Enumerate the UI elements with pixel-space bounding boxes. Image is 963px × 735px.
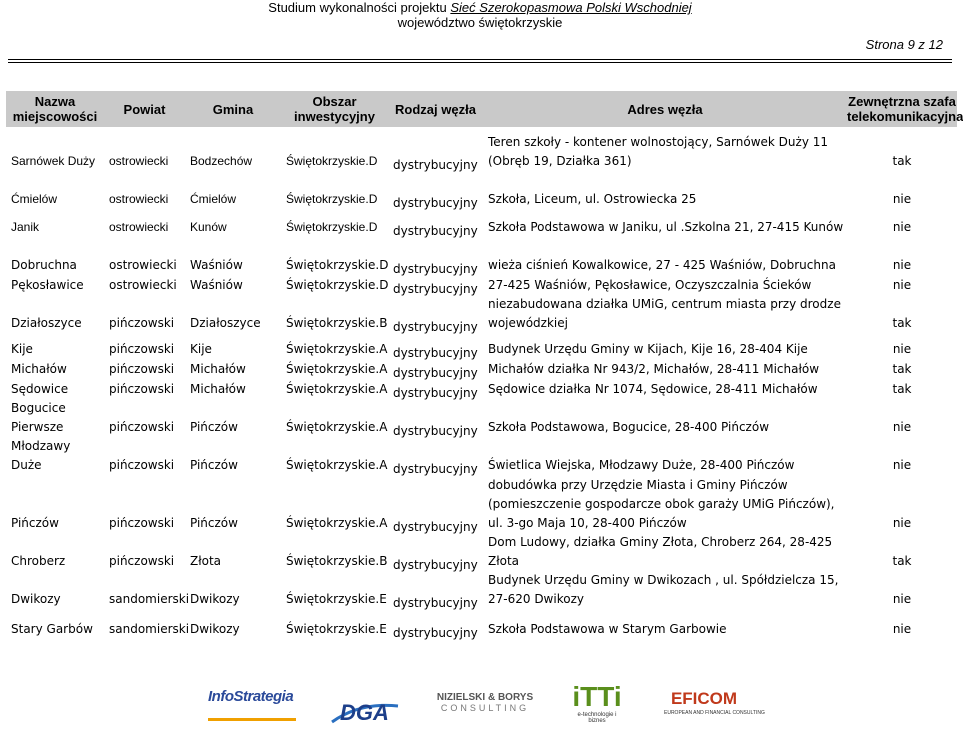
cell-powiat: ostrowiecki xyxy=(109,154,169,168)
header-col-szafa: Zewnętrzna szafa telekomunikacyjna xyxy=(847,91,957,127)
cell-powiat: sandomierski xyxy=(109,622,190,636)
cell-miejscowosc: Pińczów xyxy=(11,516,59,530)
table-row xyxy=(6,295,957,333)
cell-gmina: Michałów xyxy=(190,362,246,376)
table-header-row xyxy=(6,91,957,127)
cell-powiat: pińczowski xyxy=(109,342,175,356)
cell-powiat: sandomierski xyxy=(109,592,190,606)
header-col-adres: Adres węzła xyxy=(483,91,847,127)
cell-adres: wieża ciśnień Kowalkowice, 27 - 425 Waśniów, Dobruchna xyxy=(488,258,836,272)
cell-rodzaj: dystrybucyjny xyxy=(393,462,478,476)
cell-miejscowosc: Stary Garbów xyxy=(11,622,93,636)
cell-szafa: nie xyxy=(892,622,912,636)
cell-adres: 27-425 Waśniów, Pękosławice, Oczyszczalnia Ścieków xyxy=(488,278,812,292)
dga-logo: DGA xyxy=(330,692,400,730)
cell-szafa: tak xyxy=(892,382,912,396)
cell-miejscowosc: Pękosławice xyxy=(11,278,84,292)
cell-powiat: pińczowski xyxy=(109,458,175,472)
doc-header-title: Studium wykonalności projektu Sieć Szerokopasmowa Polski Wschodniej xyxy=(268,0,692,15)
cell-szafa: nie xyxy=(892,342,912,356)
cell-gmina: Kunów xyxy=(190,220,227,234)
header-col-obszar: Obszar inwestycyjny xyxy=(281,91,388,127)
cell-szafa: nie xyxy=(892,516,912,530)
cell-rodzaj: dystrybucyjny xyxy=(393,262,478,276)
table-row xyxy=(6,171,957,209)
cell-obszar: Świętokrzyskie.D xyxy=(286,154,378,168)
header-divider-2 xyxy=(8,62,952,63)
page-number: Strona 9 z 12 xyxy=(865,37,943,52)
table-row xyxy=(6,571,957,609)
cell-miejscowosc: Bogucice Pierwsze xyxy=(11,401,66,434)
cell-obszar: Świętokrzyskie.A xyxy=(286,362,388,376)
table-row xyxy=(6,127,957,171)
cell-miejscowosc: Kije xyxy=(11,342,33,356)
cell-rodzaj: dystrybucyjny xyxy=(393,386,478,400)
cell-gmina: Waśniów xyxy=(190,278,243,292)
cell-szafa: tak xyxy=(892,554,912,568)
cell-szafa: nie xyxy=(892,220,912,234)
cell-rodzaj: dystrybucyjny xyxy=(393,320,478,334)
cell-gmina: Dwikozy xyxy=(190,622,240,636)
cell-adres: dobudówka przy Urzędzie Miasta i Gminy Pińczów (pomieszczenie gospodarcze obok garaży UMiG Pińczów), ul. 3-go Maja 10, 28-400 Pińczów xyxy=(488,478,835,530)
cell-rodzaj: dystrybucyjny xyxy=(393,626,478,640)
cell-gmina: Dwikozy xyxy=(190,592,240,606)
cell-szafa: nie xyxy=(892,278,912,292)
cell-rodzaj: dystrybucyjny xyxy=(393,158,478,172)
cell-miejscowosc: Dwikozy xyxy=(11,592,61,606)
cell-szafa: nie xyxy=(892,420,912,434)
cell-obszar: Świętokrzyskie.E xyxy=(286,592,387,606)
table-row xyxy=(6,437,957,475)
nodes-table xyxy=(6,91,963,640)
cell-obszar: Świętokrzyskie.E xyxy=(286,622,387,636)
cell-szafa: tak xyxy=(892,316,912,330)
cell-obszar: Świętokrzyskie.D xyxy=(286,192,378,206)
cell-obszar: Świętokrzyskie.D xyxy=(286,220,378,234)
cell-miejscowosc: Sędowice xyxy=(11,382,69,396)
cell-gmina: Pińczów xyxy=(190,516,238,530)
cell-rodzaj: dystrybucyjny xyxy=(393,224,478,238)
cell-miejscowosc: Janik xyxy=(11,220,40,234)
header-col-rodzaj: Rodzaj węzła xyxy=(388,91,483,127)
cell-szafa: tak xyxy=(892,154,912,168)
table-row xyxy=(6,475,957,533)
header-divider xyxy=(8,59,952,60)
infostrategia-logo: InfoStrategia xyxy=(208,688,296,721)
cell-rodzaj: dystrybucyjny xyxy=(393,596,478,610)
cell-adres: Świetlica Wiejska, Młodzawy Duże, 28-400 Pińczów xyxy=(488,458,795,472)
table-row xyxy=(6,209,957,237)
table-row xyxy=(6,333,957,359)
cell-adres: Teren szkoły - kontener wolnostojący, Sarnówek Duży 11 (Obręb 19, Działka 361) xyxy=(488,135,829,168)
cell-miejscowosc: Dobruchna xyxy=(11,258,77,272)
table-row xyxy=(6,237,957,275)
cell-powiat: ostrowiecki xyxy=(109,258,177,272)
cell-powiat: pińczowski xyxy=(109,516,175,530)
cell-adres: Szkoła Podstawowa, Bogucice, 28-400 Pińczów xyxy=(488,420,770,434)
cell-rodzaj: dystrybucyjny xyxy=(393,558,478,572)
cell-gmina: Pińczów xyxy=(190,420,238,434)
cell-adres: Szkoła Podstawowa w Starym Garbowie xyxy=(488,622,727,636)
cell-obszar: Świętokrzyskie.A xyxy=(286,342,388,356)
cell-szafa: tak xyxy=(892,362,912,376)
table-row xyxy=(6,609,957,639)
header-col-miejscowosc: Nazwa miejscowości xyxy=(6,91,104,127)
cell-gmina: Bodzechów xyxy=(190,154,253,168)
cell-obszar: Świętokrzyskie.A xyxy=(286,382,388,396)
itti-logo: iTTi e-technologie i biznes xyxy=(572,681,622,724)
cell-adres: Sędowice działka Nr 1074, Sędowice, 28-411 Michałów xyxy=(488,382,818,396)
cell-adres: Dom Ludowy, działka Gminy Złota, Chroberz 264, 28-425 Złota xyxy=(488,535,833,568)
header-col-powiat: Powiat xyxy=(104,91,185,127)
cell-adres: Budynek Urzędu Gminy w Dwikozach , ul. Spółdzielcza 15, 27-620 Dwikozy xyxy=(488,573,839,606)
cell-szafa: nie xyxy=(892,258,912,272)
project-name: Sieć Szerokopasmowa Polski Wschodniej xyxy=(450,0,692,15)
cell-miejscowosc: Chroberz xyxy=(11,554,66,568)
cell-gmina: Działoszyce xyxy=(190,316,261,330)
nizielski-borys-logo: NIZIELSKI & BORYS CONSULTING xyxy=(436,692,534,713)
cell-obszar: Świętokrzyskie.B xyxy=(286,554,388,568)
cell-obszar: Świętokrzyskie.A xyxy=(286,516,388,530)
cell-rodzaj: dystrybucyjny xyxy=(393,346,478,360)
cell-szafa: nie xyxy=(892,192,912,206)
cell-gmina: Michałów xyxy=(190,382,246,396)
eficom-logo: EFICOM EUROPEAN AND FINANCIAL CONSULTING xyxy=(664,689,765,716)
doc-header-region: województwo świętokrzyskie xyxy=(397,15,563,30)
cell-powiat: pińczowski xyxy=(109,362,175,376)
cell-powiat: pińczowski xyxy=(109,554,175,568)
cell-adres: Michałów działka Nr 943/2, Michałów, 28-411 Michałów xyxy=(488,362,820,376)
cell-powiat: pińczowski xyxy=(109,420,175,434)
cell-gmina: Złota xyxy=(190,554,222,568)
cell-miejscowosc: Ćmielów xyxy=(11,192,58,206)
cell-adres: Szkoła, Liceum, ul. Ostrowiecka 25 xyxy=(488,192,697,206)
cell-gmina: Ćmielów xyxy=(190,192,237,206)
cell-obszar: Świętokrzyskie.A xyxy=(286,420,388,434)
cell-miejscowosc: Sarnówek Duży xyxy=(11,154,96,168)
cell-powiat: ostrowiecki xyxy=(109,220,169,234)
cell-powiat: pińczowski xyxy=(109,382,175,396)
cell-powiat: ostrowiecki xyxy=(109,278,177,292)
cell-miejscowosc: Młodzawy Duże xyxy=(11,439,71,472)
header-col-gmina: Gmina xyxy=(185,91,281,127)
table-row xyxy=(6,533,957,571)
cell-adres: Szkoła Podstawowa w Janiku, ul .Szkolna 21, 27-415 Kunów xyxy=(488,220,844,234)
cell-obszar: Świętokrzyskie.D xyxy=(286,278,389,292)
cell-rodzaj: dystrybucyjny xyxy=(393,366,478,380)
sponsor-logos xyxy=(0,680,960,735)
cell-powiat: ostrowiecki xyxy=(109,192,169,206)
cell-miejscowosc: Michałów xyxy=(11,362,67,376)
cell-rodzaj: dystrybucyjny xyxy=(393,196,478,210)
cell-miejscowosc: Działoszyce xyxy=(11,316,82,330)
cell-szafa: nie xyxy=(892,592,912,606)
cell-rodzaj: dystrybucyjny xyxy=(393,520,478,534)
cell-rodzaj: dystrybucyjny xyxy=(393,282,478,296)
cell-obszar: Świętokrzyskie.B xyxy=(286,316,388,330)
cell-obszar: Świętokrzyskie.A xyxy=(286,458,388,472)
cell-adres: Budynek Urzędu Gminy w Kijach, Kije 16, 28-404 Kije xyxy=(488,342,808,356)
cell-gmina: Pińczów xyxy=(190,458,238,472)
cell-obszar: Świętokrzyskie.D xyxy=(286,258,389,272)
cell-adres: niezabudowana działka UMiG, centrum miasta przy drodze wojewódzkiej xyxy=(488,297,841,330)
cell-gmina: Waśniów xyxy=(190,258,243,272)
cell-gmina: Kije xyxy=(190,342,212,356)
cell-rodzaj: dystrybucyjny xyxy=(393,424,478,438)
cell-szafa: nie xyxy=(892,458,912,472)
table-row xyxy=(6,399,957,437)
cell-powiat: pińczowski xyxy=(109,316,175,330)
